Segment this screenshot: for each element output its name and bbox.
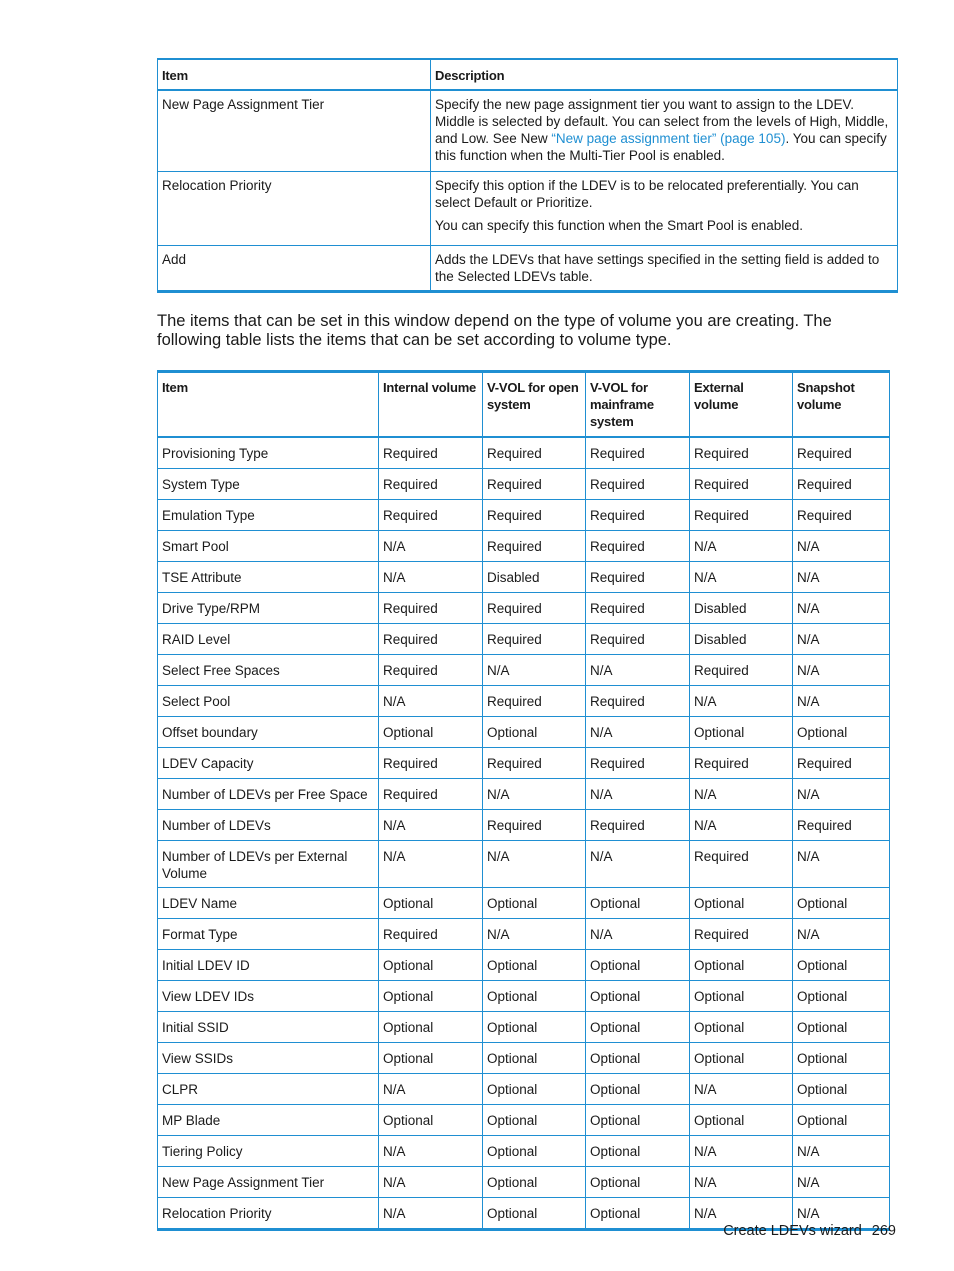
column-header-internal-volume: Internal volume: [379, 372, 483, 438]
vvol-open-cell: Required: [483, 748, 586, 779]
vvol-mainframe-cell: Optional: [586, 1043, 690, 1074]
vvol-open-cell: Optional: [483, 1198, 586, 1230]
table-row: [158, 469, 890, 500]
footer-section-title: Create LDEVs wizard: [723, 1223, 862, 1239]
external-volume-cell: Optional: [690, 1012, 793, 1043]
internal-volume-cell: Optional: [379, 1043, 483, 1074]
vvol-open-cell: N/A: [483, 841, 586, 888]
vvol-mainframe-cell: N/A: [586, 717, 690, 748]
snapshot-volume-cell: Required: [793, 469, 890, 500]
external-volume-cell: Disabled: [690, 593, 793, 624]
internal-volume-cell: N/A: [379, 531, 483, 562]
table-row: [158, 531, 890, 562]
item-cell: LDEV Capacity: [158, 748, 379, 779]
column-header-item: Item: [158, 59, 431, 90]
internal-volume-cell: Optional: [379, 981, 483, 1012]
snapshot-volume-cell: Required: [793, 500, 890, 531]
external-volume-cell: Optional: [690, 717, 793, 748]
vvol-mainframe-cell: Optional: [586, 888, 690, 919]
table-row: [158, 981, 890, 1012]
snapshot-volume-cell: N/A: [793, 562, 890, 593]
table-row: [158, 686, 890, 717]
external-volume-cell: Required: [690, 655, 793, 686]
internal-volume-cell: Optional: [379, 717, 483, 748]
snapshot-volume-cell: N/A: [793, 1198, 890, 1230]
table-row: [158, 245, 898, 291]
item-cell: TSE Attribute: [158, 562, 379, 593]
table-row: [158, 950, 890, 981]
vvol-mainframe-cell: Optional: [586, 950, 690, 981]
table-header-row: [158, 59, 898, 90]
snapshot-volume-cell: N/A: [793, 1167, 890, 1198]
vvol-mainframe-cell: Optional: [586, 1074, 690, 1105]
column-header-item: Item: [158, 372, 379, 438]
description-cell: Adds the LDEVs that have settings specified in the setting field is added to the Selected LDEVs table.: [431, 245, 898, 291]
snapshot-volume-cell: Optional: [793, 1012, 890, 1043]
vvol-open-cell: Optional: [483, 1105, 586, 1136]
vvol-open-cell: Required: [483, 437, 586, 469]
item-cell: Tiering Policy: [158, 1136, 379, 1167]
vvol-open-cell: Required: [483, 624, 586, 655]
internal-volume-cell: N/A: [379, 686, 483, 717]
external-volume-cell: N/A: [690, 810, 793, 841]
vvol-open-cell: Optional: [483, 1167, 586, 1198]
external-volume-cell: N/A: [690, 686, 793, 717]
vvol-open-cell: N/A: [483, 779, 586, 810]
vvol-open-cell: Required: [483, 686, 586, 717]
vvol-mainframe-cell: N/A: [586, 919, 690, 950]
vvol-mainframe-cell: N/A: [586, 655, 690, 686]
item-cell: Format Type: [158, 919, 379, 950]
table-header-row: [158, 372, 890, 438]
external-volume-cell: Optional: [690, 981, 793, 1012]
vvol-mainframe-cell: N/A: [586, 779, 690, 810]
item-cell: View LDEV IDs: [158, 981, 379, 1012]
vvol-open-cell: Optional: [483, 981, 586, 1012]
vvol-open-cell: Optional: [483, 888, 586, 919]
page-number: 269: [871, 1223, 896, 1239]
vvol-open-cell: N/A: [483, 919, 586, 950]
vvol-mainframe-cell: Required: [586, 469, 690, 500]
item-cell: Offset boundary: [158, 717, 379, 748]
vvol-mainframe-cell: Required: [586, 531, 690, 562]
table-row: [158, 500, 890, 531]
snapshot-volume-cell: Optional: [793, 717, 890, 748]
snapshot-volume-cell: Required: [793, 810, 890, 841]
external-volume-cell: N/A: [690, 1136, 793, 1167]
vvol-open-cell: Required: [483, 531, 586, 562]
internal-volume-cell: Required: [379, 919, 483, 950]
internal-volume-cell: N/A: [379, 1167, 483, 1198]
item-cell: Add: [158, 245, 431, 291]
item-cell: Relocation Priority: [158, 171, 431, 245]
internal-volume-cell: Required: [379, 593, 483, 624]
vvol-mainframe-cell: Optional: [586, 1105, 690, 1136]
column-header-snapshot-volume: Snapshot volume: [793, 372, 890, 438]
item-cell: Number of LDEVs per External Volume: [158, 841, 379, 888]
external-volume-cell: N/A: [690, 1198, 793, 1230]
table-row: [158, 919, 890, 950]
external-volume-cell: N/A: [690, 779, 793, 810]
snapshot-volume-cell: Optional: [793, 981, 890, 1012]
volume-type-table: [157, 370, 890, 1231]
column-header-vvol-mainframe: V-VOL for mainframe system: [586, 372, 690, 438]
intro-paragraph: The items that can be set in this window depend on the type of volume you are creating. The following table lists the items that can be set according to volume type.: [157, 312, 832, 349]
snapshot-volume-cell: N/A: [793, 779, 890, 810]
vvol-mainframe-cell: Optional: [586, 1198, 690, 1230]
table-row: [158, 810, 890, 841]
settings-description-table: [157, 58, 898, 293]
vvol-mainframe-cell: Required: [586, 500, 690, 531]
external-volume-cell: N/A: [690, 562, 793, 593]
external-volume-cell: Required: [690, 437, 793, 469]
external-volume-cell: Required: [690, 748, 793, 779]
snapshot-volume-cell: N/A: [793, 655, 890, 686]
item-cell: New Page Assignment Tier: [158, 90, 431, 171]
table-row: [158, 748, 890, 779]
table-row: [158, 1043, 890, 1074]
table-row: [158, 1136, 890, 1167]
snapshot-volume-cell: Optional: [793, 1105, 890, 1136]
vvol-mainframe-cell: Optional: [586, 1012, 690, 1043]
vvol-mainframe-cell: N/A: [586, 841, 690, 888]
internal-volume-cell: Required: [379, 437, 483, 469]
vvol-mainframe-cell: Optional: [586, 981, 690, 1012]
table-row: [158, 624, 890, 655]
table-row: [158, 779, 890, 810]
description-text: Specify the new page assignment tier you want to assign to the LDEV. Middle is selected by default. You can select from the levels of High, Middle, and Low. See New: [435, 97, 889, 146]
internal-volume-cell: Required: [379, 500, 483, 531]
item-cell: CLPR: [158, 1074, 379, 1105]
table-row: [158, 1012, 890, 1043]
snapshot-volume-cell: Optional: [793, 950, 890, 981]
vvol-mainframe-cell: Required: [586, 686, 690, 717]
snapshot-volume-cell: N/A: [793, 624, 890, 655]
snapshot-volume-cell: Required: [793, 748, 890, 779]
vvol-open-cell: Disabled: [483, 562, 586, 593]
snapshot-volume-cell: N/A: [793, 1136, 890, 1167]
item-cell: Number of LDEVs per Free Space: [158, 779, 379, 810]
external-volume-cell: N/A: [690, 1167, 793, 1198]
internal-volume-cell: N/A: [379, 562, 483, 593]
item-cell: Initial LDEV ID: [158, 950, 379, 981]
table-row: [158, 841, 890, 888]
table-row: [158, 437, 890, 469]
vvol-mainframe-cell: Required: [586, 748, 690, 779]
vvol-open-cell: Required: [483, 810, 586, 841]
table-row: [158, 593, 890, 624]
item-cell: Select Free Spaces: [158, 655, 379, 686]
external-volume-cell: N/A: [690, 1074, 793, 1105]
internal-volume-cell: N/A: [379, 1136, 483, 1167]
description-text: . You can specify this function when the Multi-Tier Pool is enabled.: [435, 131, 887, 163]
item-cell: Emulation Type: [158, 500, 379, 531]
vvol-mainframe-cell: Required: [586, 593, 690, 624]
vvol-open-cell: Required: [483, 500, 586, 531]
item-cell: System Type: [158, 469, 379, 500]
internal-volume-cell: Required: [379, 624, 483, 655]
external-volume-cell: Required: [690, 841, 793, 888]
description-paragraph: Specify this option if the LDEV is to be relocated preferentially. You can select Default or Prioritize.: [435, 177, 859, 210]
vvol-open-cell: Required: [483, 593, 586, 624]
item-cell: MP Blade: [158, 1105, 379, 1136]
item-cell: Smart Pool: [158, 531, 379, 562]
item-cell: Provisioning Type: [158, 437, 379, 469]
table-row: [158, 888, 890, 919]
item-cell: Relocation Priority: [158, 1198, 379, 1230]
vvol-mainframe-cell: Required: [586, 437, 690, 469]
internal-volume-cell: N/A: [379, 841, 483, 888]
item-cell: New Page Assignment Tier: [158, 1167, 379, 1198]
vvol-mainframe-cell: Required: [586, 562, 690, 593]
internal-volume-cell: Required: [379, 779, 483, 810]
description-cell: [431, 90, 898, 171]
item-cell: LDEV Name: [158, 888, 379, 919]
item-cell: Number of LDEVs: [158, 810, 379, 841]
snapshot-volume-cell: Optional: [793, 888, 890, 919]
table-row: [158, 717, 890, 748]
vvol-open-cell: Optional: [483, 1043, 586, 1074]
table-row: [158, 1074, 890, 1105]
external-volume-cell: Optional: [690, 1043, 793, 1074]
vvol-mainframe-cell: Optional: [586, 1136, 690, 1167]
internal-volume-cell: Optional: [379, 1105, 483, 1136]
description-paragraph: You can specify this function when the Smart Pool is enabled.: [435, 217, 803, 233]
cross-reference-link[interactable]: “New page assignment tier” (page 105): [551, 131, 786, 146]
internal-volume-cell: Optional: [379, 1012, 483, 1043]
item-cell: RAID Level: [158, 624, 379, 655]
external-volume-cell: Optional: [690, 950, 793, 981]
item-cell: Drive Type/RPM: [158, 593, 379, 624]
table-row: [158, 562, 890, 593]
table-row: [158, 90, 898, 171]
vvol-open-cell: Required: [483, 469, 586, 500]
external-volume-cell: Required: [690, 469, 793, 500]
item-cell: Select Pool: [158, 686, 379, 717]
snapshot-volume-cell: Optional: [793, 1043, 890, 1074]
snapshot-volume-cell: N/A: [793, 841, 890, 888]
column-header-description: Description: [431, 59, 898, 90]
internal-volume-cell: Optional: [379, 888, 483, 919]
description-cell: [431, 171, 898, 245]
snapshot-volume-cell: N/A: [793, 593, 890, 624]
snapshot-volume-cell: N/A: [793, 919, 890, 950]
vvol-open-cell: Optional: [483, 717, 586, 748]
vvol-mainframe-cell: Optional: [586, 1167, 690, 1198]
vvol-mainframe-cell: Required: [586, 810, 690, 841]
table-row: [158, 1167, 890, 1198]
internal-volume-cell: N/A: [379, 1074, 483, 1105]
internal-volume-cell: N/A: [379, 810, 483, 841]
table-row: [158, 655, 890, 686]
external-volume-cell: Required: [690, 500, 793, 531]
internal-volume-cell: Required: [379, 655, 483, 686]
internal-volume-cell: Optional: [379, 950, 483, 981]
item-cell: View SSIDs: [158, 1043, 379, 1074]
external-volume-cell: Disabled: [690, 624, 793, 655]
external-volume-cell: Optional: [690, 888, 793, 919]
vvol-mainframe-cell: Required: [586, 624, 690, 655]
internal-volume-cell: N/A: [379, 1198, 483, 1230]
table-row: [158, 1105, 890, 1136]
vvol-open-cell: N/A: [483, 655, 586, 686]
vvol-open-cell: Optional: [483, 1136, 586, 1167]
internal-volume-cell: Required: [379, 748, 483, 779]
snapshot-volume-cell: N/A: [793, 531, 890, 562]
vvol-open-cell: Optional: [483, 950, 586, 981]
external-volume-cell: Optional: [690, 1105, 793, 1136]
vvol-open-cell: Optional: [483, 1074, 586, 1105]
snapshot-volume-cell: Optional: [793, 1074, 890, 1105]
column-header-vvol-open: V-VOL for open system: [483, 372, 586, 438]
column-header-external-volume: External volume: [690, 372, 793, 438]
vvol-open-cell: Optional: [483, 1012, 586, 1043]
external-volume-cell: Required: [690, 919, 793, 950]
item-cell: Initial SSID: [158, 1012, 379, 1043]
snapshot-volume-cell: N/A: [793, 686, 890, 717]
internal-volume-cell: Required: [379, 469, 483, 500]
table-row: [158, 171, 898, 245]
snapshot-volume-cell: Required: [793, 437, 890, 469]
page-footer: [700, 1222, 896, 1240]
external-volume-cell: N/A: [690, 531, 793, 562]
